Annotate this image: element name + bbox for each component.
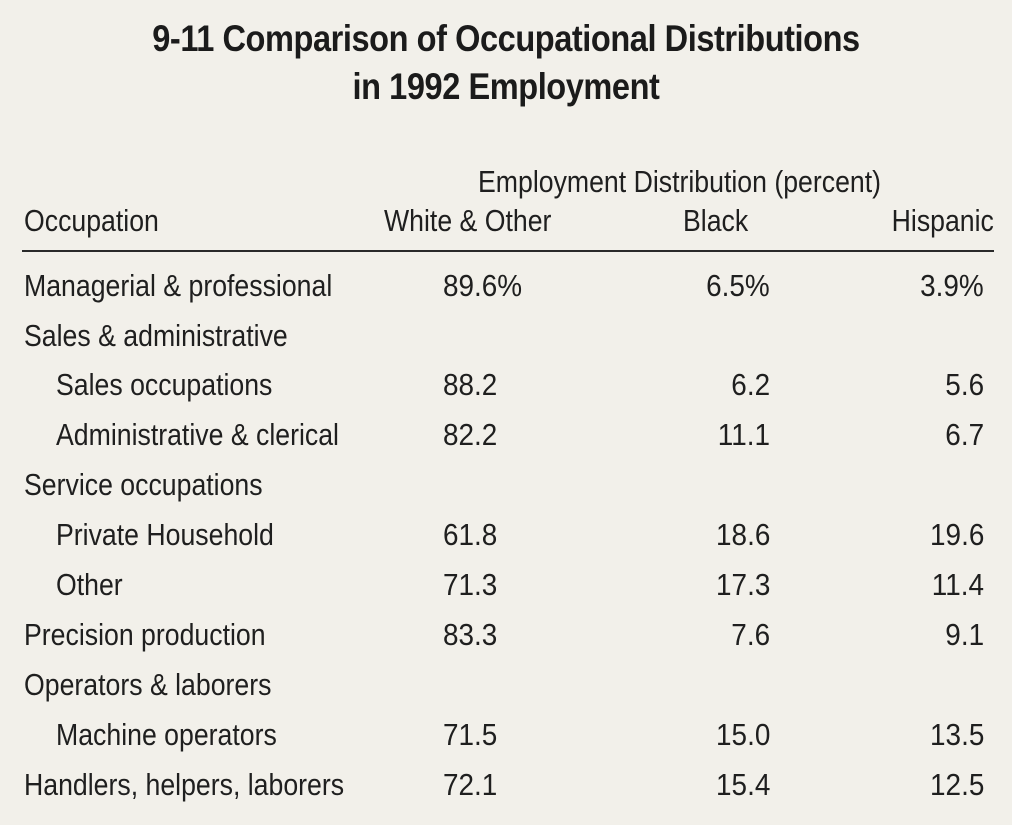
occupation-cell: Handlers, helpers, laborers (24, 767, 345, 802)
occupation-cell: Administrative & clerical (56, 417, 339, 452)
black-cell: 15.0 (715, 717, 770, 752)
table-row (0, 467, 1012, 517)
white-other-cell: 88.2 (443, 367, 498, 402)
black-cell: 15.4 (715, 767, 770, 802)
hispanic-cell: 9.1 (945, 617, 984, 652)
column-group-header: Employment Distribution (percent) (478, 164, 882, 199)
column-header-occupation: Occupation (24, 203, 159, 238)
column-header-white-other: White & Other (384, 203, 552, 238)
white-other-cell: 72.1 (443, 767, 498, 802)
header-divider (22, 250, 994, 252)
table-title-line-2: in 1992 Employment (352, 66, 660, 107)
table-row (0, 717, 1012, 767)
white-other-cell: 83.3 (443, 617, 498, 652)
table-title-line-1: 9-11 Comparison of Occupational Distributions (152, 18, 860, 59)
table-row (0, 367, 1012, 417)
table-row (0, 767, 1012, 817)
hispanic-cell: 6.7 (945, 417, 984, 452)
white-other-cell: 71.3 (443, 567, 498, 602)
table-row (0, 567, 1012, 617)
hispanic-cell: 12.5 (929, 767, 984, 802)
occupation-cell: Managerial & professional (24, 268, 333, 303)
black-cell: 11.1 (717, 417, 770, 452)
white-other-cell: 71.5 (443, 717, 498, 752)
occupation-cell: Sales & administrative (24, 318, 288, 353)
white-other-cell: 89.6% (443, 268, 523, 303)
column-header-black: Black (683, 203, 749, 238)
table-row (0, 517, 1012, 567)
hispanic-cell: 19.6 (929, 517, 984, 552)
table-row (0, 268, 1012, 318)
black-cell: 18.6 (715, 517, 770, 552)
table-row (0, 617, 1012, 667)
hispanic-cell: 3.9% (920, 268, 984, 303)
occupation-cell: Other (56, 567, 123, 602)
occupation-cell: Sales occupations (56, 367, 273, 402)
occupation-cell: Operators & laborers (24, 667, 272, 702)
occupation-cell: Service occupations (24, 467, 263, 502)
hispanic-cell: 13.5 (929, 717, 984, 752)
occupation-cell: Machine operators (56, 717, 277, 752)
occupation-cell: Private Household (56, 517, 274, 552)
black-cell: 17.3 (715, 567, 770, 602)
table-row (0, 318, 1012, 368)
black-cell: 6.5% (706, 268, 770, 303)
table-row (0, 667, 1012, 717)
black-cell: 7.6 (731, 617, 770, 652)
hispanic-cell: 11.4 (931, 567, 984, 602)
white-other-cell: 61.8 (443, 517, 498, 552)
table-row (0, 417, 1012, 467)
hispanic-cell: 5.6 (945, 367, 984, 402)
column-header-hispanic: Hispanic (891, 203, 994, 238)
white-other-cell: 82.2 (443, 417, 498, 452)
occupation-cell: Precision production (24, 617, 266, 652)
black-cell: 6.2 (731, 367, 770, 402)
